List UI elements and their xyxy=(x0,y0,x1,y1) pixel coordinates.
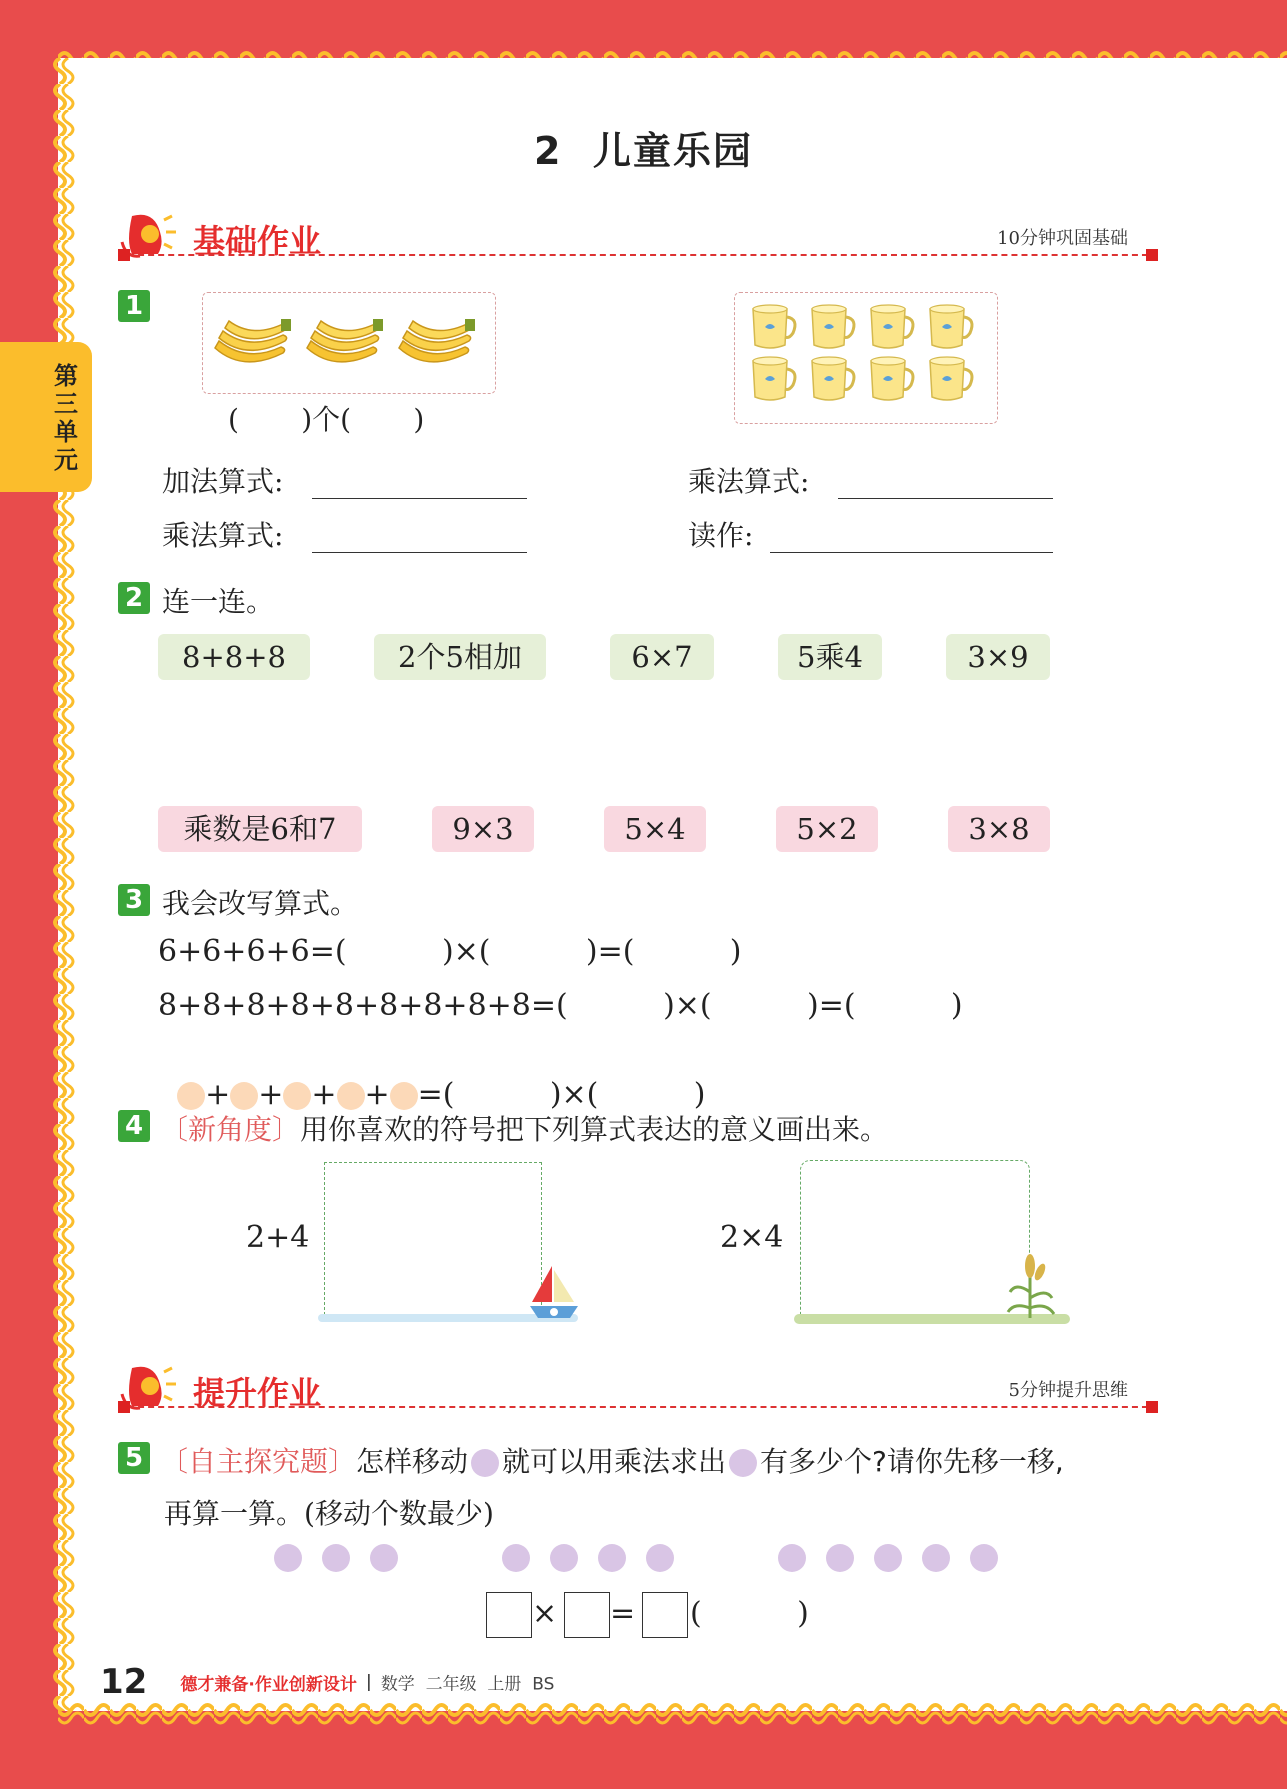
match-bottom-5[interactable]: 3×8 xyxy=(948,806,1050,852)
q4-drawing-area-right[interactable] xyxy=(800,1160,1030,1315)
match-top-3[interactable]: 6×7 xyxy=(610,634,714,680)
q1-right-line-2-blank[interactable] xyxy=(770,550,1053,553)
question-number-5: 5 xyxy=(118,1442,150,1474)
q5-line2: 再算一算。 xyxy=(164,1497,305,1530)
frame-wave-bottom xyxy=(58,1700,1287,1730)
purple-dot[interactable] xyxy=(322,1544,350,1572)
q1-left-line-1-blank[interactable] xyxy=(312,496,527,499)
q5-text-c: 有多少个?请你先移一移, xyxy=(760,1445,1064,1478)
divider-marker xyxy=(118,1401,130,1413)
section-label-advanced: 提升作业 xyxy=(193,1374,322,1412)
match-bottom-3[interactable]: 5×4 xyxy=(604,806,706,852)
page-title: 2 儿童乐园 xyxy=(534,129,753,173)
q3-equation-2: 8+8+8+8+8+8+8+8+8=( )×( )=( ) xyxy=(158,988,963,1023)
q1-left-line-1-label: 加法算式: xyxy=(162,465,284,498)
q5-line2-note: (移动个数最少) xyxy=(304,1497,494,1530)
purple-dot[interactable] xyxy=(922,1544,950,1572)
cup-icons xyxy=(735,293,997,423)
divider-marker xyxy=(118,249,130,261)
q4-tag: 〔新角度〕 xyxy=(160,1113,301,1146)
q3-equation-3-tail: =( )×( ) xyxy=(417,1077,706,1112)
q1-left-line-2-label: 乘法算式: xyxy=(162,519,284,552)
q4-instruction xyxy=(160,1108,888,1148)
answer-op-equals: = xyxy=(610,1596,636,1631)
orange-dot-icon xyxy=(283,1082,311,1110)
question-number-3: 3 xyxy=(118,884,150,916)
match-bottom-2[interactable]: 9×3 xyxy=(432,806,534,852)
section-note-advanced: 5分钟提升思维 xyxy=(1008,1380,1128,1401)
answer-box-2[interactable] xyxy=(564,1592,610,1638)
purple-dot-icon xyxy=(471,1449,499,1477)
q1-right-line-2-label: 读作: xyxy=(688,519,754,552)
match-bottom-1[interactable]: 乘数是6和7 xyxy=(158,806,362,852)
orange-dot-icon xyxy=(177,1082,205,1110)
purple-dot[interactable] xyxy=(598,1544,626,1572)
purple-dot[interactable] xyxy=(646,1544,674,1572)
q1-left-line-2-blank[interactable] xyxy=(312,550,527,553)
q4-text: 用你喜欢的符号把下列算式表达的意义画出来。 xyxy=(300,1113,889,1146)
purple-dot[interactable] xyxy=(274,1544,302,1572)
orange-dot-icon xyxy=(390,1082,418,1110)
orange-dot-icon xyxy=(337,1082,365,1110)
unit-side-tab-label: 第三单元 xyxy=(54,362,78,474)
q3-instruction: 我会改写算式。 xyxy=(162,887,359,920)
answer-op-times: × xyxy=(532,1596,558,1631)
match-top-4[interactable]: 5乘4 xyxy=(778,634,882,680)
answer-box-1[interactable] xyxy=(486,1592,532,1638)
q1-count-caption: ( )个( ) xyxy=(228,403,425,436)
cup-picture-box xyxy=(734,292,998,424)
purple-dot-icon xyxy=(729,1449,757,1477)
purple-dot[interactable] xyxy=(874,1544,902,1572)
q4-expression-left: 2+4 xyxy=(246,1220,310,1255)
section-note-basic: 10分钟巩固基础 xyxy=(997,228,1128,249)
purple-dot[interactable] xyxy=(778,1544,806,1572)
section-label-basic: 基础作业 xyxy=(193,222,322,260)
answer-box-3[interactable] xyxy=(642,1592,688,1638)
question-number-1: 1 xyxy=(118,290,150,322)
q3-equation-3: + + + + =( )×( ) xyxy=(158,1042,705,1112)
sailboat-icon xyxy=(524,1262,584,1326)
purple-dot[interactable] xyxy=(826,1544,854,1572)
match-top-1[interactable]: 8+8+8 xyxy=(158,634,310,680)
purple-dot[interactable] xyxy=(550,1544,578,1572)
page-footer xyxy=(100,1662,554,1702)
match-top-5[interactable]: 3×9 xyxy=(946,634,1050,680)
frame-wave-left xyxy=(46,58,76,1711)
q1-right-line-1-blank[interactable] xyxy=(838,496,1053,499)
q5-text-b: 就可以用乘法求出 xyxy=(502,1445,727,1478)
purple-dot[interactable] xyxy=(502,1544,530,1572)
q5-text-a: 怎样移动 xyxy=(356,1445,469,1478)
purple-dot[interactable] xyxy=(970,1544,998,1572)
unit-side-tab xyxy=(0,342,92,492)
section-divider xyxy=(118,254,1158,256)
section-header-basic xyxy=(118,212,1158,264)
q5-instruction-line1 xyxy=(160,1440,1064,1480)
question-number-2: 2 xyxy=(118,582,150,614)
divider-marker xyxy=(1146,249,1158,261)
q4-expression-right: 2×4 xyxy=(720,1220,784,1255)
footer-separator: | xyxy=(365,1672,372,1692)
q5-instruction-line2 xyxy=(164,1492,494,1532)
divider-marker xyxy=(1146,1401,1158,1413)
match-top-2[interactable]: 2个5相加 xyxy=(374,634,546,680)
q1-right-line-1-label: 乘法算式: xyxy=(688,465,810,498)
footer-brand: 德才兼备·作业创新设计 xyxy=(180,1674,357,1695)
orange-dot-icon xyxy=(230,1082,258,1110)
q3-equation-1: 6+6+6+6=( )×( )=( ) xyxy=(158,934,742,969)
answer-unit-blank: ( ) xyxy=(690,1596,809,1631)
footer-info: 数学 二年级 上册 BS xyxy=(380,1674,555,1695)
q5-tag: 〔自主探究题〕 xyxy=(160,1445,357,1478)
section-divider xyxy=(118,1406,1158,1408)
question-number-4: 4 xyxy=(118,1110,150,1142)
q2-instruction: 连一连。 xyxy=(162,585,275,618)
purple-dot[interactable] xyxy=(370,1544,398,1572)
q4-drawing-area-left[interactable] xyxy=(324,1162,542,1315)
wheat-plant-icon xyxy=(1000,1252,1060,1322)
banana-bunch-icons xyxy=(203,293,495,393)
banana-picture-box xyxy=(202,292,496,394)
section-header-advanced xyxy=(118,1364,1158,1416)
match-bottom-4[interactable]: 5×2 xyxy=(776,806,878,852)
page-number: 12 xyxy=(100,1662,148,1702)
